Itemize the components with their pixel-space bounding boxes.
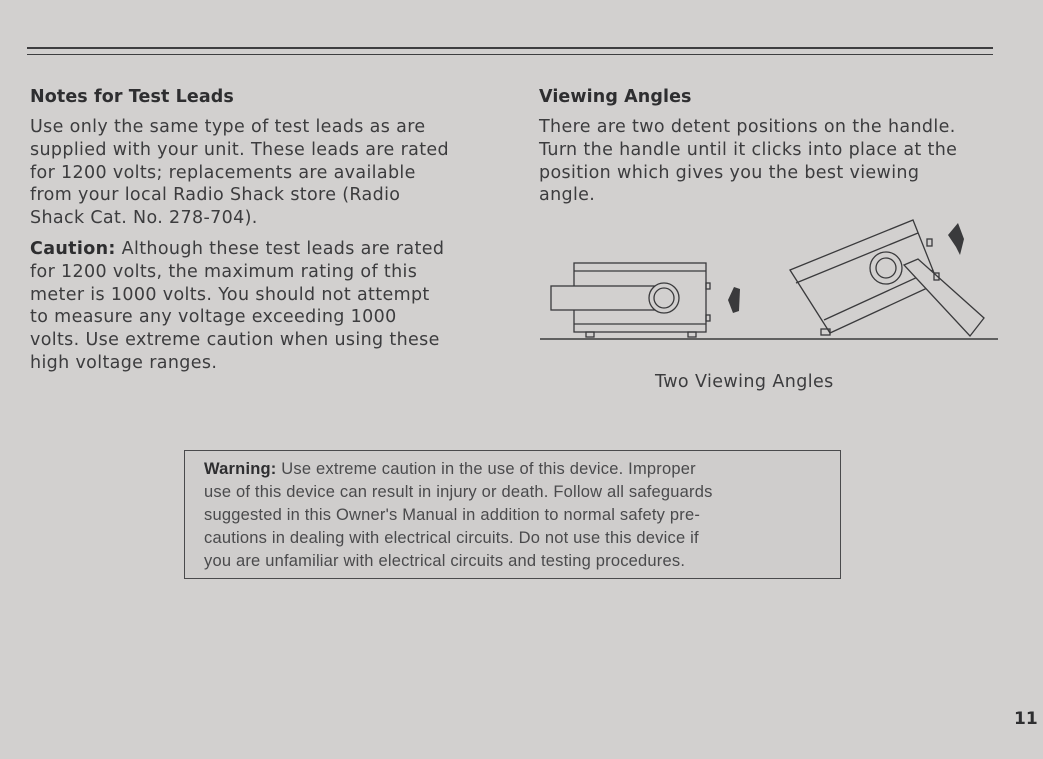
text-line: high voltage ranges.: [30, 352, 218, 373]
arrow-up-icon: [948, 223, 964, 255]
text-line: Turn the handle until it clicks into place at the: [539, 139, 958, 160]
page-number: 11: [1014, 709, 1038, 729]
meter-flat-drawing: [551, 263, 710, 337]
text-line: Shack Cat. No. 278-704).: [30, 208, 258, 229]
text-line: There are two detent positions on the handle.: [539, 117, 956, 137]
text-line: to measure any voltage exceeding 1000: [30, 307, 397, 328]
test-leads-paragraph: [30, 116, 510, 230]
text-line: meter is 1000 volts. You should not attempt: [30, 284, 430, 305]
arrow-left-icon: [728, 287, 740, 313]
header-rule-top: [27, 47, 993, 49]
text-line: position which gives you the best viewing: [539, 162, 920, 183]
warning-box: [184, 450, 841, 579]
text-line: supplied with your unit. These leads are rated: [30, 139, 449, 160]
section-heading-viewing-angles: Viewing Angles: [539, 87, 692, 107]
text-line: Use extreme caution in the use of this device. Improper: [276, 460, 696, 478]
text-line: cautions in dealing with electrical circuits. Do not use this device if: [204, 529, 699, 547]
text-line: use of this device can result in injury or death. Follow all safeguards: [204, 483, 713, 501]
text-line: you are unfamiliar with electrical circuits and testing procedures.: [204, 552, 686, 570]
warning-text: [204, 458, 829, 573]
viewing-angles-illustration: [538, 215, 1000, 350]
text-line: suggested in this Owner's Manual in addition to normal safety pre-: [204, 506, 701, 524]
viewing-angles-paragraph: [539, 116, 1019, 207]
text-line: Although these test leads are rated: [115, 239, 445, 259]
caution-label: Caution:: [30, 239, 116, 259]
text-line: from your local Radio Shack store (Radio: [30, 185, 401, 206]
text-line: for 1200 volts, the maximum rating of this: [30, 261, 418, 282]
text-line: Use only the same type of test leads as are: [30, 117, 426, 137]
figure-caption: Two Viewing Angles: [655, 372, 834, 392]
warning-label: Warning:: [204, 460, 277, 478]
text-line: angle.: [539, 185, 596, 206]
header-rule-bottom: [27, 54, 993, 55]
section-heading-test-leads: Notes for Test Leads: [30, 87, 234, 107]
caution-paragraph: [30, 238, 510, 375]
text-line: volts. Use extreme caution when using these: [30, 330, 440, 351]
text-line: for 1200 volts; replacements are available: [30, 162, 416, 183]
